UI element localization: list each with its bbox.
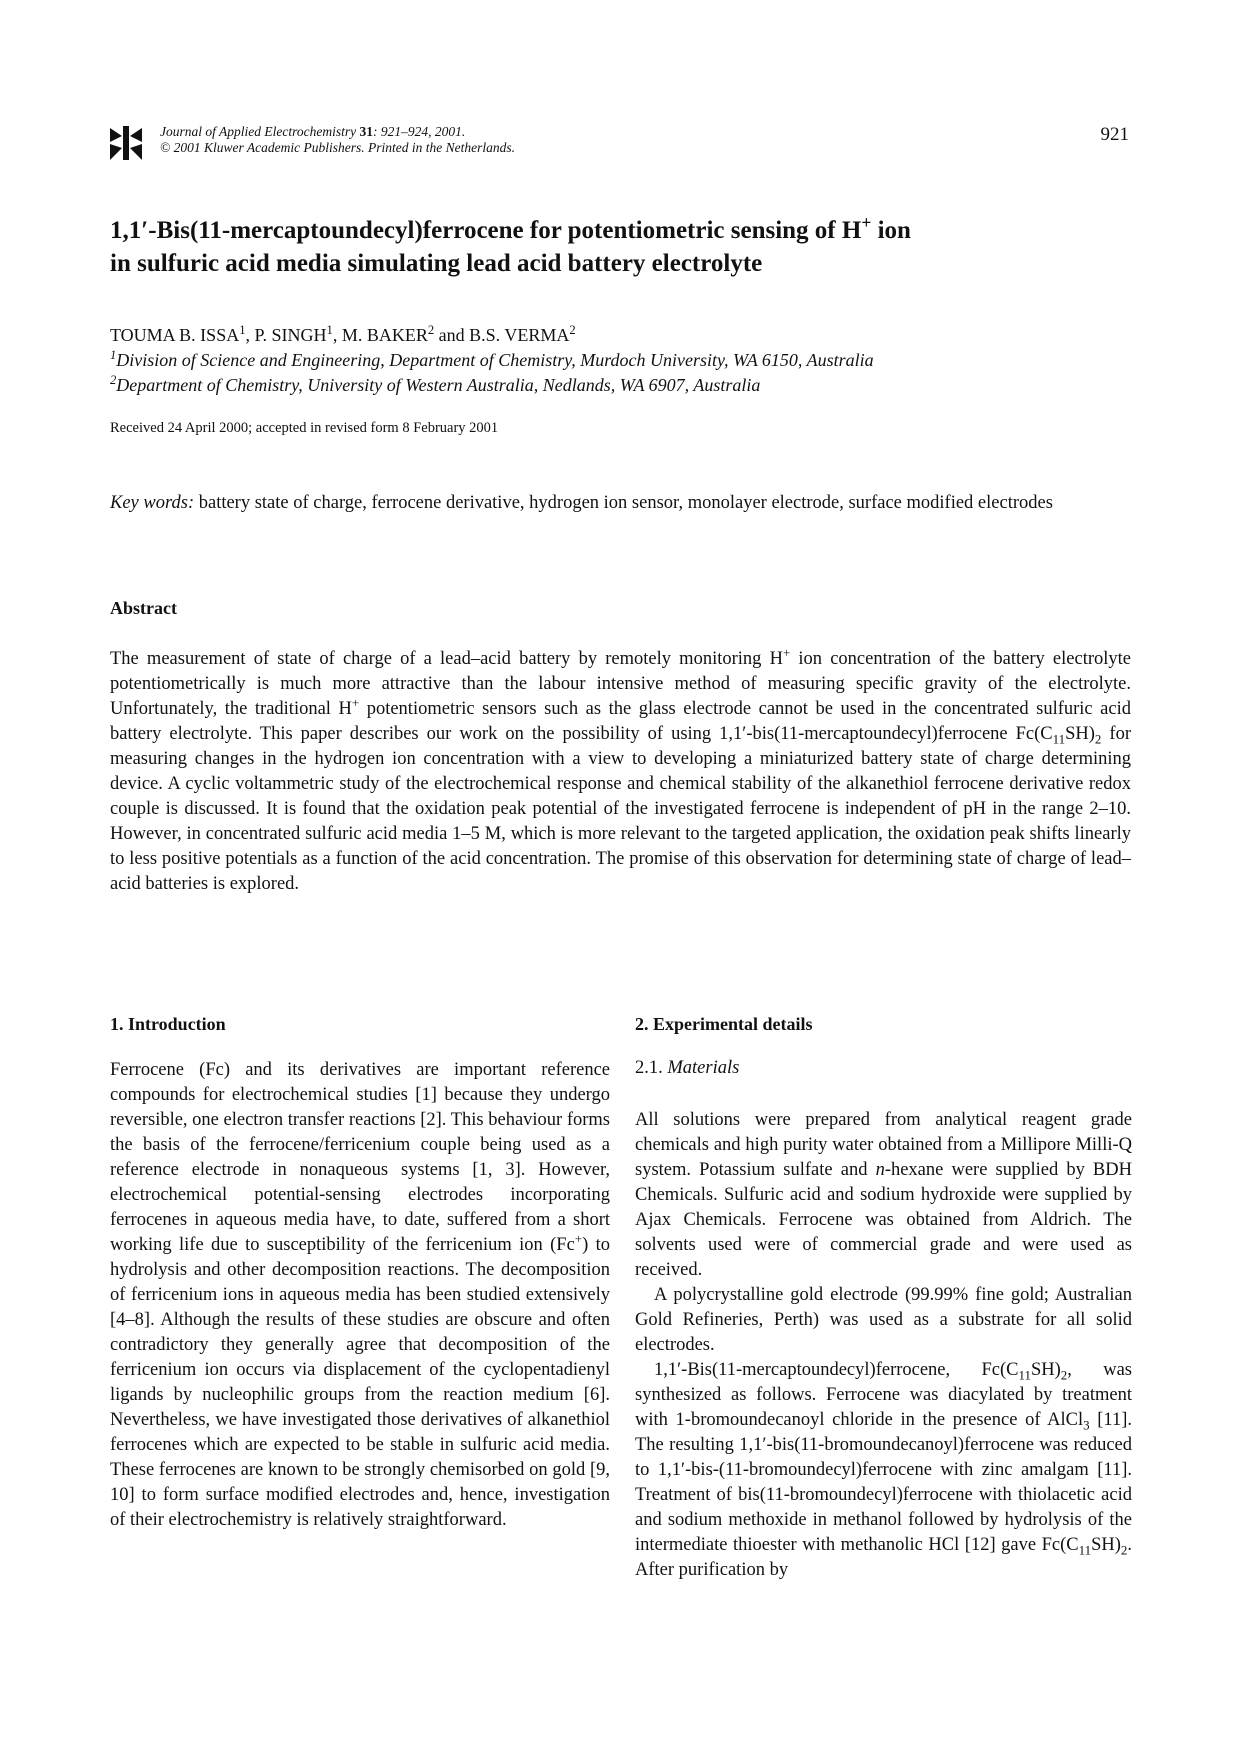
paper-title: 1,1′-Bis(11-mercaptoundecyl)ferrocene for potentiometric sensing of H+ ion in sulfuric acid media simulating lead acid battery electrolyte [110,212,911,277]
journal-pages: : 921–924, 2001. [372,124,466,139]
keywords [110,491,1130,516]
keywords-text: battery state of charge, ferrocene derivative, hydrogen ion sensor, monolayer electrode, surface modified electrodes [194,493,1053,513]
received-dates: Received 24 April 2000; accepted in revised form 8 February 2001 [110,420,499,436]
affiliation-2: $^2$Department of Chemistry, University of Western Australia, Nedlands, WA 6907, Australia [110,373,761,395]
publisher-logo-icon [108,124,144,162]
subsection-heading-materials: 2.1. Materials [635,1058,740,1078]
page-number: 921 [1100,124,1129,145]
abstract-heading: Abstract [110,598,177,618]
introduction-text: Ferrocene (Fc) and its derivatives are important reference compounds for electrochemical studies [1] because they undergo reversible, one electron transfer reactions [2]. This behaviour forms the basis of the ferrocene/ferricenium couple being used as a reference electrode in nonaqueous systems [1, 3]. However, electrochemical potential-sensing electrodes incorporating ferrocenes in aqueous media have, to date, suffered from a short working life due to susceptibility of the ferricenium ion (Fc+) to hydrolysis and other decomposition reactions. The decomposition of ferricenium ions in aqueous media has been studied extensively [4–8]. Although the results of these studies are obscure and often contradictory they generally agree that decomposition of the ferricenium ion occurs via displacement of the cyclopentadienyl ligands by nucleophilic groups from the reaction medium [6]. Nevertheless, we have investigated those derivatives of alkanethiol ferrocenes which are expected to be stable in sulfuric acid media. These ferrocenes are known to be strongly chemisorbed on gold [9, 10] to form surface modified electrodes and, hence, investigation of their electrochemistry is relatively straightforward. [110,1060,610,1530]
journal-name: Journal of Applied Electrochemistry [160,124,357,139]
affiliation-1: $^1$Division of Science and Engineering, Department of Chemistry, Murdoch University, WA 6150, Australia [110,348,874,370]
keywords-label: Key words: [110,493,195,513]
journal-copyright: © 2001 Kluwer Academic Publishers. Printed in the Netherlands. [160,140,515,155]
experimental-text: All solutions were prepared from analytical reagent grade chemicals and high purity water obtained from a Millipore Milli-Q system. Potassium sulfate and n-hexane were supplied by BDH Chemicals. Sulfuric acid and sodium hydroxide were supplied by Ajax Chemicals. Ferrocene was obtained from Aldrich. The solvents used were of commercial grade and were used as received. A polycrystalline gold electrode (99.99% fine gold; Australian Gold Refineries, Perth) was used as a substrate for all solid electrodes. 1,1′-Bis(11-mercaptoundecyl)ferrocene, $Fc(C_{11}SH)_2$, was synthesized as follows. Ferrocene was diacylated by treatment with 1-bromoundecanoyl chloride in the presence of AlCl$_3$ [11]. The resulting 1,1′-bis(11-bromoundecanoyl)ferrocene was reduced to 1,1′-bis-(11-bromoundecyl)ferrocene with zinc amalgam [11]. Treatment of bis(11-bromoundecyl)ferrocene with thiolacetic acid and sodium methoxide in methanol followed by hydrolysis of the intermediate thioester with methanolic HCl [12] gave $Fc(C_{11}SH)_2$. After purification by [635,1110,1132,1580]
journal-volume: 31 [359,124,373,139]
section-heading-experimental: 2. Experimental details [635,1014,813,1034]
abstract-text: The measurement of state of charge of a lead–acid battery by remotely monitoring H+ ion concentration of the battery electrolyte potentiometrically is much more attractive than the labour intensive method of measuring specific gravity of the electrolyte. Unfortunately, the traditional H+ potentiometric sensors such as the glass electrode cannot be used in the concentrated sulfuric acid battery electrolyte. This paper describes our work on the possibility of using 1,1′-bis(11-mercaptoundecyl)ferrocene $Fc(C_{11}SH)_2$ for measuring changes in the hydrogen ion concentration with a view to developing a miniaturized battery state of charge determining device. A cyclic voltammetric study of the electrochemical response and chemical stability of the alkanethiol ferrocene derivative redox couple is discussed. It is found that the oxidation peak potential of the investigated ferrocene is independent of pH in the range 2–10. However, in concentrated sulfuric acid media 1–5 M, which is more relevant to the targeted application, the oxidation peak shifts linearly to less positive potentials as a function of the acid concentration. The promise of this observation for determining state of charge of lead–acid batteries is explored. [110,644,1131,894]
journal-citation [160,124,515,156]
author-list: TOUMA B. ISSA$^1$, P. SINGH$^1$, M. BAKER$^2$ and B.S. VERMA$^2$ [110,323,576,345]
section-heading-introduction: 1. Introduction [110,1014,226,1034]
